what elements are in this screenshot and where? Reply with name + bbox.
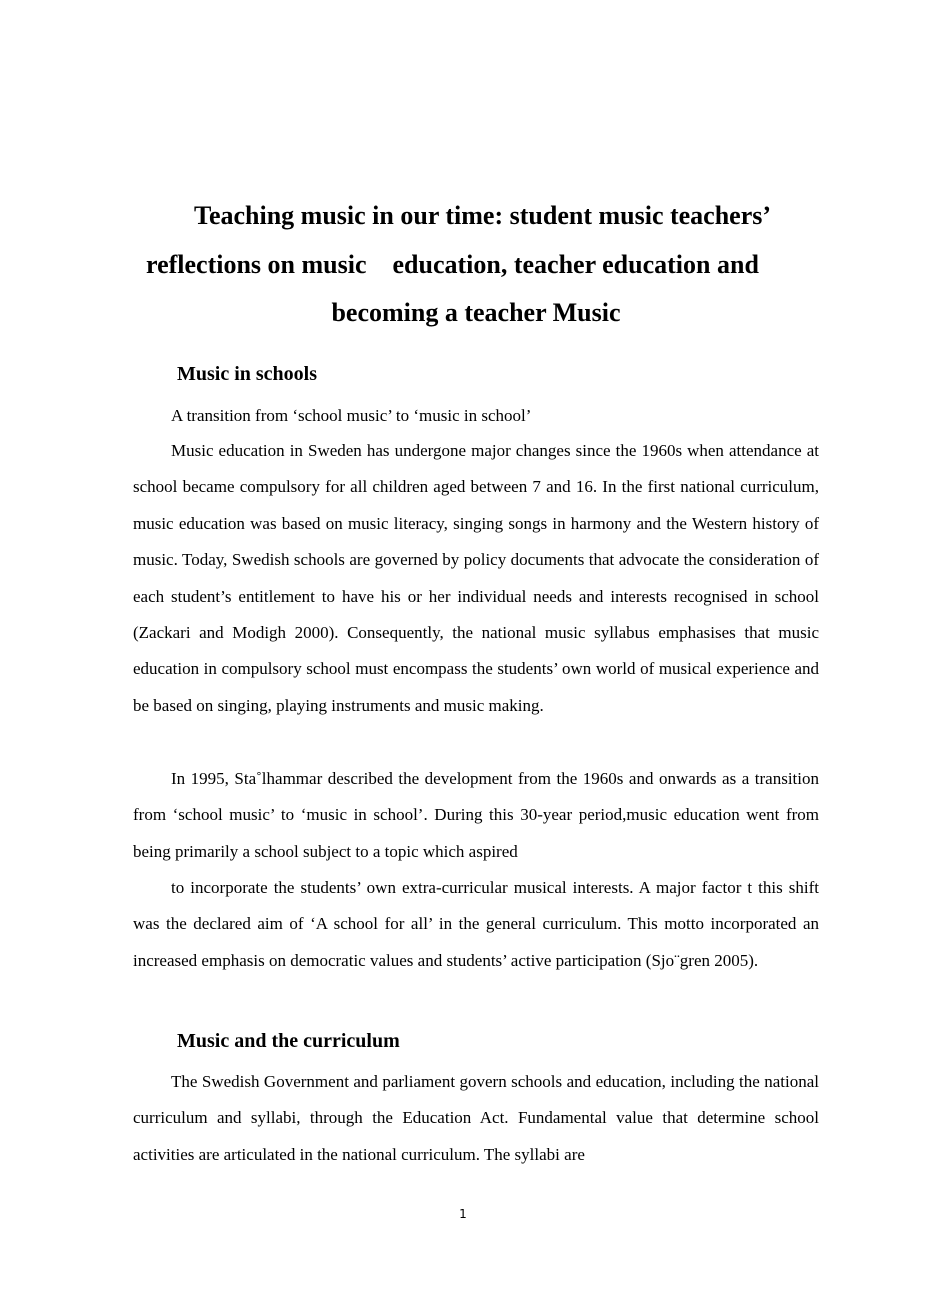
section-heading-music-and-curriculum: Music and the curriculum (177, 1030, 400, 1052)
section-subheading: A transition from ‘school music’ to ‘music in school’ (171, 406, 532, 425)
paragraph-3: to incorporate the students’ own extra-curricular musical interests. A major factor t this shift was the declared aim of ‘A school for all’ in the general curriculum. This motto incorporated an increased emphasis on democratic values and students’ active participation (Sjo¨gren 2005). (133, 878, 819, 970)
document-title (133, 192, 819, 338)
paragraph-2: In 1995, Sta˚lhammar described the development from the 1960s and onwards as a transition from ‘school music’ to ‘music in school’. During this 30-year period,music education went from being primarily a school subject to a topic which aspired (133, 769, 819, 861)
title-line-3: becoming a teacher Music (331, 298, 621, 327)
page-number: 1 (459, 1207, 467, 1221)
paragraph-1: Music education in Sweden has undergone major changes since the 1960s when attendance at school became compulsory for all children aged between 7 and 16. In the first national curriculum, music education was based on music literacy, singing songs in harmony and the Western history of music. Today, Swedish schools are governed by policy documents that advocate the consideration of each student’s entitlement to have his or her individual needs and interests recognised in school (Zackari and Modigh 2000). Consequently, the national music syllabus emphasises that music education in compulsory school must encompass the students’ own world of musical experience and be based on singing, playing instruments and music making. (133, 441, 819, 715)
section-heading-music-in-schools: Music in schools (177, 363, 318, 385)
title-line-2: reflections on music education, teacher education and (146, 249, 759, 279)
paragraph-4: The Swedish Government and parliament govern schools and education, including the national curriculum and syllabi, through the Education Act. Fundamental value that determine school activities are articulated in the national curriculum. The syllabi are (133, 1072, 819, 1164)
title-line-1: Teaching music in our time: student music teachers’ (194, 201, 772, 230)
